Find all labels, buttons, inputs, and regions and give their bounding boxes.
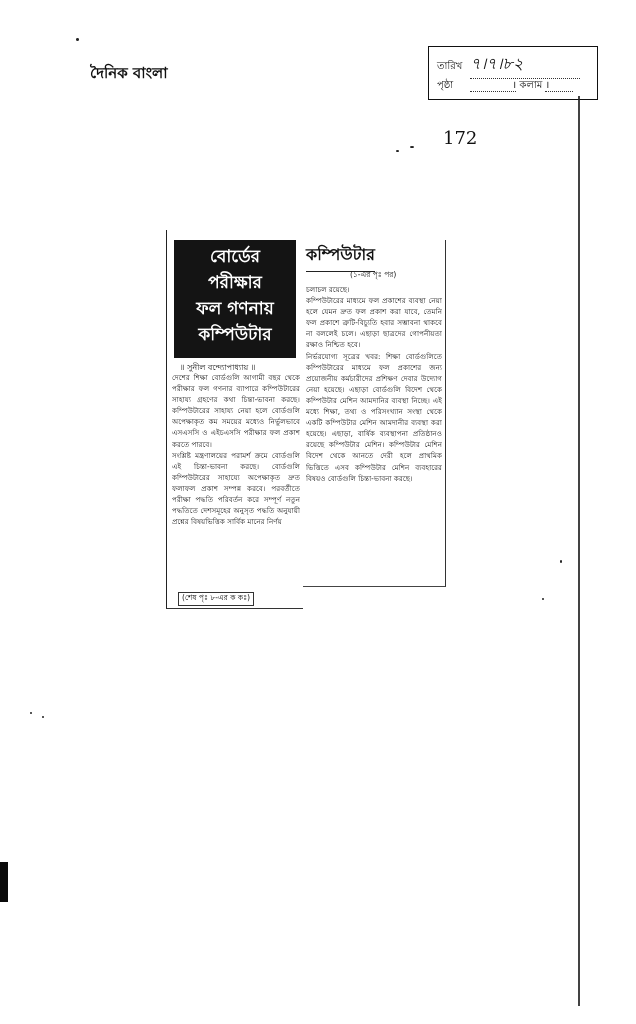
continuation-note: (শেষ পৃঃ ৮-এর ক কঃ)	[178, 592, 254, 606]
page-label: পৃষ্ঠা	[437, 80, 454, 91]
byline: ॥ সুনীল বন্দ্যোপাধ্যায় ॥	[180, 363, 256, 372]
scan-speck	[396, 150, 399, 152]
date-value: ৭।৭।৮২	[470, 51, 580, 79]
paragraph: দেশের শিক্ষা বোর্ডগুলি আগামী বছর থেকে পরীক্ষার ফল গণনার ব্যাপারে কম্পিউটারের সাহায্য গ্রহণের কথা চিন্তা-ভাবনা করছে। কম্পিউটারের সাহায্য নেয়া হলে বোর্ডগুলি অপেক্ষাকৃত কম সময়ের মধ্যেও নির্ভুলভাবে এসএসসি ও এইচএসসি পরীক্ষার ফল প্রকাশ করতে পারবে।	[172, 373, 300, 449]
paragraph: চলাচল রয়েছে।	[306, 285, 350, 294]
scan-speck	[30, 712, 32, 714]
date-label: তারিখ	[437, 61, 463, 72]
page-value: ।	[470, 77, 516, 92]
scan-speck	[560, 560, 562, 563]
continued-from-note: (১-এর পৃঃ পর)	[350, 270, 397, 279]
scan-edge-blot	[0, 862, 8, 902]
newspaper-name: দৈনিক বাংলা	[90, 64, 168, 82]
headline-line: কম্পিউটার	[198, 325, 272, 345]
paragraph: কম্পিউটারের মাধ্যমে ফল প্রকাশের ব্যবস্থা নেয়া হলে যেমন দ্রুত ফল প্রকাশ করা যাবে, তেমনি ফল প্রকাশে ত্রুটি-বিচ্যুতি হবার সম্ভাবনা থাকবে না বললেই চলে। এছাড়া ছাত্রদের গোপনীয়তা রক্ষাও নিশ্চিত হবে।	[306, 296, 442, 350]
column-value: ।	[545, 77, 573, 92]
paragraph: নির্ভরযোগ্য সূত্রের খবর: শিক্ষা বোর্ডগুলিতে কম্পিউটারের মাধ্যমে ফল প্রকাশের জন্য প্রয়োজনীয় কর্মচারীদের প্রশিক্ষণ দেবার উদ্যোগ নেয়া হয়েছে। এছাড়া বোর্ডগুলি বিদেশ থেকে কম্পিউটার মেশিন আমদানির ব্যবস্থা নিচ্ছে। এই মধ্যে শিক্ষা, তথ্য ও পরিসংখ্যান সংস্থা থেকে একটি কম্পিউটার মেশিন আমদানীর ব্যবস্থা করা হয়েছে। এছাড়া, বার্ষিক ব্যবস্থাপনা প্রতিষ্ঠানও রয়েছে কম্পিউটার মেশিন। কম্পিউটার মেশিন বিদেশ থেকে আনতে দেরী হলে প্রাথমিক ভিত্তিতে এসব কম্পিউটার মেশিন ব্যবহারের বিষয়ও বোর্ডগুলি চিন্তা-ভাবনা করছে।	[306, 351, 442, 483]
headline-line: পরীক্ষার	[208, 273, 262, 293]
archive-page-number: 172	[443, 128, 478, 149]
article-body-left	[172, 372, 300, 590]
scan-speck	[542, 598, 544, 600]
headline-line: বোর্ডের	[210, 247, 260, 267]
scan-speck	[42, 716, 44, 718]
paragraph: সংশ্লিষ্ট মন্ত্রণালয়ের পরামর্শ ক্রমে বোর্ডগুলি এই চিন্তা-ভাবনা করছে। বোর্ডগুলি কম্পিউটারের সাহায্যে অপেক্ষাকৃত দ্রুত ফলাফল প্রকাশ সম্পন্ন করবে। পরবর্তীতে পরীক্ষা পদ্ধতি পরিবর্তন করে সম্পূর্ণ নতুন পদ্ধতিতে দেশসমূহের অনুসৃত পদ্ধতি অনুযায়ী প্রশ্নের বিষয়ভিত্তিক সার্বিক মানের নির্ণয়	[172, 450, 300, 527]
article-body-right	[306, 284, 442, 584]
scan-speck	[76, 38, 79, 41]
margin-rule	[578, 96, 580, 1006]
scan-speck	[410, 146, 414, 148]
date-stamp-box	[428, 46, 598, 100]
headline-line: ফল গণনায়	[196, 299, 274, 319]
column-label: কলাম	[519, 80, 543, 91]
headline	[174, 240, 296, 358]
continuation-heading: কম্পিউটার	[306, 242, 375, 272]
